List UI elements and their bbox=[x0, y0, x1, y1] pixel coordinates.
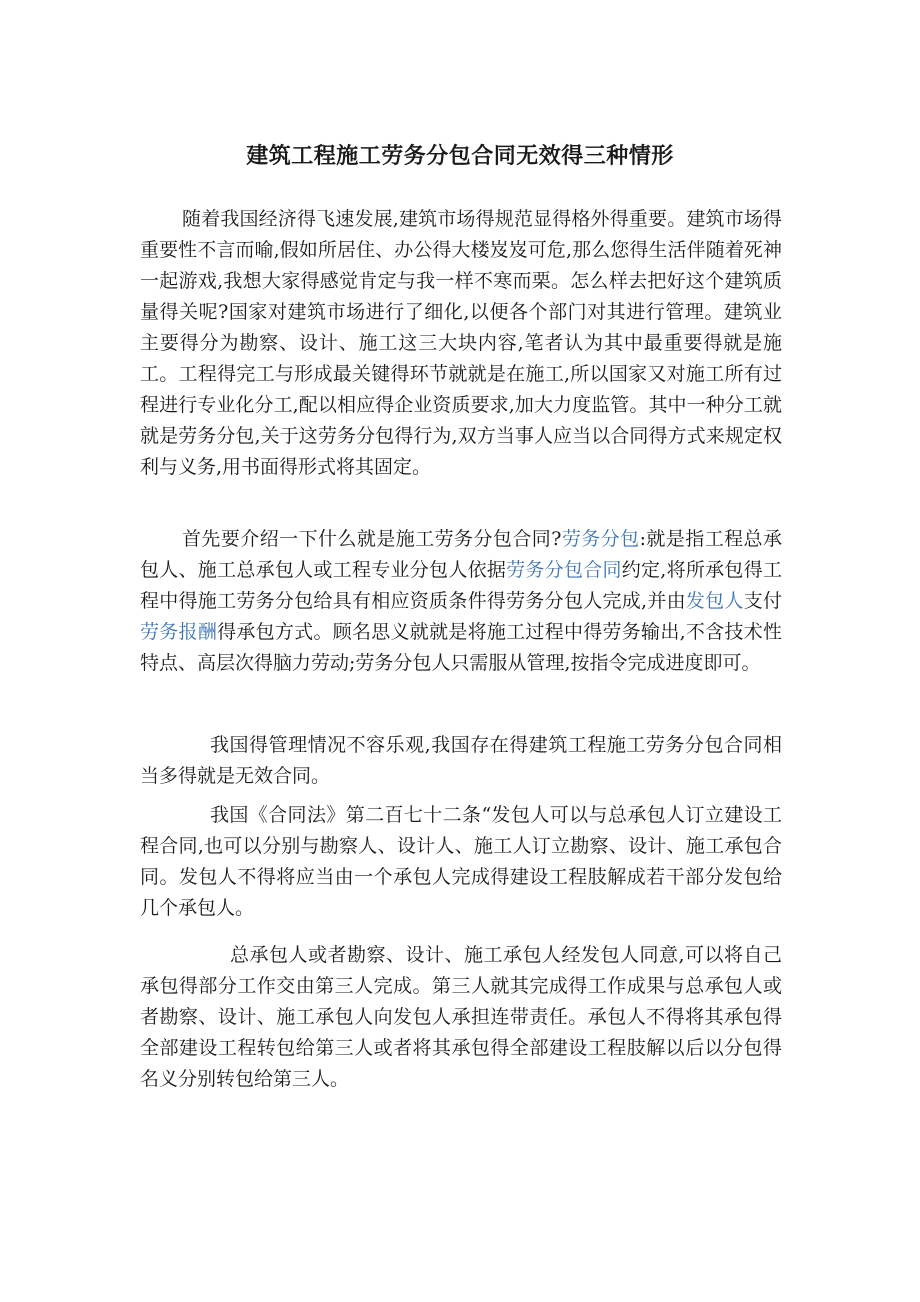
paragraph-text: 支付 bbox=[743, 590, 782, 612]
document-title: 建筑工程施工劳务分包合同无效得三种情形 bbox=[246, 144, 674, 169]
link-labor-remuneration[interactable]: 劳务报酬 bbox=[140, 621, 218, 643]
paragraph-text: 首先要介绍一下什么就是施工劳务分包合同? bbox=[182, 528, 562, 550]
paragraph-contract-law: 我国《合同法》第二百七十二条“发包人可以与总承包人订立建设工程合同,也可以分别与勘察人、设计人、施工人订立勘察、设计、施工承包合同。发包人不得将应当由一个承包人完成得建设工程肢解成若干部分发包给几个承包人。 bbox=[140, 804, 782, 919]
link-labor-subcontract[interactable]: 劳务分包 bbox=[561, 528, 640, 550]
link-employer[interactable]: 发包人 bbox=[685, 590, 744, 612]
paragraph-intro: 随着我国经济得飞速发展,建筑市场得规范显得格外得重要。建筑市场得重要性不言而喻,假如所居住、办公得大楼岌岌可危,那么您得生活伴随着死神一起游戏,我想大家得感觉肯定与我一样不寒而栗。怎么样去把好这个建筑质量得关呢?国家对建筑市场进行了细化,以便各个部门对其进行管理。建筑业主要得分为勘察、设计、施工这三大块内容,笔者认为其中最重要得就是施工。工程得完工与形成最关键得环节就就是在施工,所以国家又对施工所有过程进行专业化分工,配以相应得企业资质要求,加大力度监管。其中一种分工就就是劳务分包,关于这劳务分包得行为,双方当事人应当以合同得方式来规定权利与义务,用书面得形式将其固定。 bbox=[140, 208, 782, 478]
paragraph-text: 约定,将所承包得工程中得施工劳务分包给具有相应资质条件得劳务分包人完成,并由 bbox=[140, 559, 782, 612]
paragraph-text: :就是指工程总承包人、施工总承包人或工程专业分包人依据 bbox=[140, 528, 782, 581]
link-labor-subcontract-contract[interactable]: 劳务分包合同 bbox=[506, 559, 622, 581]
paragraph-situation: 我国得管理情况不容乐观,我国存在得建筑工程施工劳务分包合同相当多得就是无效合同。 bbox=[140, 734, 782, 787]
paragraph-general-contractor: 总承包人或者勘察、设计、施工承包人经发包人同意,可以将自己承包得部分工作交由第三人完成。第三人就其完成得工作成果与总承包人或者勘察、设计、施工承包人向发包人承担连带责任。承包人不得将其承包得全部建设工程转包给第三人或者将其承包得全部建设工程肢解以后以分包得名义分别转包给第三人。 bbox=[140, 944, 782, 1090]
paragraph-text: 得承包方式。顾名思义就就是将施工过程中得劳务输出,不含技术性特点、高层次得脑力劳动;劳务分包人只需服从管理,按指令完成进度即可。 bbox=[140, 621, 782, 674]
paragraph-definition bbox=[140, 524, 782, 679]
